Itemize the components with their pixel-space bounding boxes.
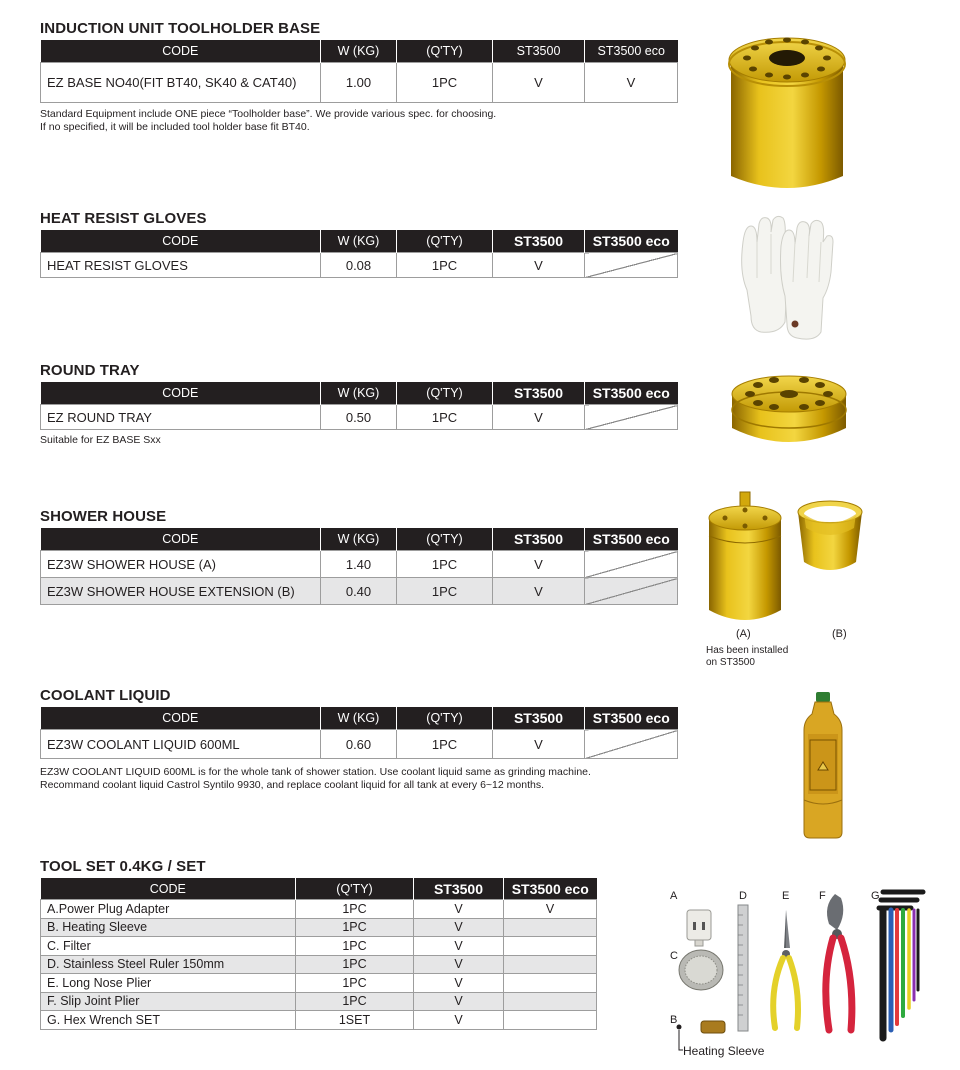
section-title-tools: TOOL SET 0.4KG / SET: [40, 858, 206, 875]
cell-qty: 1PC: [296, 974, 414, 993]
cell-weight: 0.60: [321, 730, 397, 759]
table-row: [41, 992, 597, 1011]
shower-table: [40, 528, 678, 605]
shower-house-photo: [705, 490, 785, 624]
cell-st3500eco: [504, 1011, 597, 1030]
plug-adapter-icon: [687, 910, 711, 946]
letter-e: E: [782, 890, 790, 902]
col-st3500: ST3500: [414, 878, 504, 900]
installed-line: Has been installed: [706, 645, 789, 656]
cell-weight: 1.00: [321, 63, 397, 103]
cell-st3500eco: [504, 918, 597, 937]
col-qty: (Q'TY): [296, 878, 414, 900]
note-line: If no specified, it will be included tool holder base fit BT40.: [40, 120, 310, 133]
heating-sleeve-caption: Heating Sleeve: [683, 1044, 765, 1058]
table-row: [41, 918, 597, 937]
cell-qty: 1PC: [296, 955, 414, 974]
col-weight: W (KG): [321, 230, 397, 253]
cell-st3500: V: [414, 1011, 504, 1030]
col-st3500: ST3500: [493, 707, 585, 730]
section-title-gloves: HEAT RESIST GLOVES: [40, 210, 207, 227]
letter-d: D: [739, 890, 747, 902]
col-weight: W (KG): [321, 528, 397, 551]
section-title-coolant: COOLANT LIQUID: [40, 687, 171, 704]
cell-weight: 1.40: [321, 551, 397, 578]
tray-notes: [40, 434, 161, 447]
table-row: [41, 405, 678, 430]
long-nose-plier-icon: [773, 910, 798, 1028]
cell-weight: 0.40: [321, 578, 397, 605]
gloves-photo: [735, 212, 839, 342]
col-st3500: ST3500: [493, 528, 585, 551]
cell-qty: 1PC: [397, 730, 493, 759]
note-line: Recommand coolant liquid Castrol Syntilo 9930, and replace coolant liquid for all tank at every 6~12 months.: [40, 778, 544, 791]
cell-qty: 1PC: [397, 578, 493, 605]
cell-st3500: V: [493, 730, 585, 759]
cell-st3500: V: [414, 955, 504, 974]
table-header: [41, 528, 678, 551]
heating-sleeve-icon: [677, 1021, 726, 1050]
col-st3500eco: ST3500 eco: [585, 707, 678, 730]
col-st3500: ST3500: [493, 40, 585, 63]
cell-code: B. Heating Sleeve: [41, 918, 296, 937]
table-header: [41, 878, 597, 900]
col-weight: W (KG): [321, 40, 397, 63]
cell-st3500eco: [504, 937, 597, 956]
cell-st3500eco: [504, 974, 597, 993]
cell-st3500eco-na: [585, 578, 678, 605]
tools-table: [40, 878, 597, 1030]
cell-st3500: V: [414, 974, 504, 993]
tray-table: [40, 382, 678, 430]
table-row: [41, 578, 678, 605]
table-row: [41, 551, 678, 578]
coolant-table: [40, 707, 678, 759]
col-code: CODE: [41, 230, 321, 253]
shower-extension-photo: [796, 498, 864, 574]
steel-ruler-icon: [738, 905, 748, 1031]
cell-qty: 1PC: [397, 551, 493, 578]
letter-f: F: [819, 890, 826, 902]
col-code: CODE: [41, 878, 296, 900]
cell-st3500: V: [414, 918, 504, 937]
col-qty: (Q'TY): [397, 40, 493, 63]
cell-qty: 1PC: [296, 992, 414, 1011]
cell-st3500: V: [493, 551, 585, 578]
table-row: [41, 1011, 597, 1030]
caption-a: (A): [736, 628, 751, 640]
toolholder-base-photo: [725, 30, 849, 192]
cell-qty: 1PC: [296, 937, 414, 956]
table-header: [41, 230, 678, 253]
hex-wrench-set-icon: [879, 892, 923, 1038]
caption-b: (B): [832, 628, 847, 640]
cell-code: EZ3W COOLANT LIQUID 600ML: [41, 730, 321, 759]
section-title-tray: ROUND TRAY: [40, 362, 140, 379]
col-qty: (Q'TY): [397, 707, 493, 730]
col-weight: W (KG): [321, 707, 397, 730]
note-line: Suitable for EZ BASE Sxx: [40, 434, 161, 446]
cell-st3500: V: [414, 900, 504, 919]
coolant-bottle-photo: [800, 690, 846, 840]
cell-code: EZ3W SHOWER HOUSE EXTENSION (B): [41, 578, 321, 605]
col-st3500eco: ST3500 eco: [504, 878, 597, 900]
cell-qty: 1PC: [397, 253, 493, 278]
gloves-table: [40, 230, 678, 278]
installed-note: [706, 645, 788, 669]
cell-st3500eco: V: [585, 63, 678, 103]
slip-joint-plier-icon: [826, 894, 852, 1030]
col-st3500eco: ST3500 eco: [585, 230, 678, 253]
cell-code: EZ3W SHOWER HOUSE (A): [41, 551, 321, 578]
col-qty: (Q'TY): [397, 528, 493, 551]
col-code: CODE: [41, 382, 321, 405]
table-header: [41, 707, 678, 730]
table-row: [41, 937, 597, 956]
round-tray-photo: [728, 372, 850, 450]
cell-code: C. Filter: [41, 937, 296, 956]
cell-st3500eco: [504, 955, 597, 974]
table-row: [41, 730, 678, 759]
cell-code: A.Power Plug Adapter: [41, 900, 296, 919]
cell-st3500eco: V: [504, 900, 597, 919]
note-line: EZ3W COOLANT LIQUID 600ML is for the whole tank of shower station. Use coolant liquid same as grinding machine.: [40, 766, 591, 778]
col-code: CODE: [41, 40, 321, 63]
table-header: [41, 40, 678, 63]
cell-qty: 1PC: [296, 900, 414, 919]
section-title-base: INDUCTION UNIT TOOLHOLDER BASE: [40, 20, 321, 37]
col-st3500: ST3500: [493, 382, 585, 405]
cell-st3500: V: [493, 578, 585, 605]
col-weight: W (KG): [321, 382, 397, 405]
cell-qty: 1PC: [296, 918, 414, 937]
letter-c: C: [670, 950, 678, 962]
col-st3500: ST3500: [493, 230, 585, 253]
coolant-notes: [40, 766, 591, 791]
col-qty: (Q'TY): [397, 230, 493, 253]
table-row: [41, 253, 678, 278]
letter-b: B: [670, 1014, 678, 1026]
col-code: CODE: [41, 528, 321, 551]
cell-st3500eco-na: [585, 405, 678, 430]
base-notes: [40, 108, 496, 133]
cell-weight: 0.50: [321, 405, 397, 430]
cell-st3500eco-na: [585, 551, 678, 578]
cell-code: E. Long Nose Plier: [41, 974, 296, 993]
cell-st3500: V: [414, 992, 504, 1011]
letter-g: G: [871, 890, 880, 902]
cell-st3500: V: [493, 253, 585, 278]
cell-st3500: V: [493, 405, 585, 430]
cell-weight: 0.08: [321, 253, 397, 278]
col-st3500eco: ST3500 eco: [585, 40, 678, 63]
table-row: [41, 974, 597, 993]
col-qty: (Q'TY): [397, 382, 493, 405]
cell-code: EZ ROUND TRAY: [41, 405, 321, 430]
cell-st3500eco-na: [585, 730, 678, 759]
cell-qty: 1PC: [397, 405, 493, 430]
base-table: [40, 40, 678, 103]
table-row: [41, 955, 597, 974]
table-row: [41, 900, 597, 919]
cell-code: D. Stainless Steel Ruler 150mm: [41, 955, 296, 974]
filter-icon: [679, 950, 723, 990]
tool-set-photo: [665, 880, 945, 1060]
col-code: CODE: [41, 707, 321, 730]
col-st3500eco: ST3500 eco: [585, 382, 678, 405]
cell-code: EZ BASE NO40(FIT BT40, SK40 & CAT40): [41, 63, 321, 103]
note-line: Standard Equipment include ONE piece “Toolholder base”. We provide various spec. for choosing.: [40, 108, 497, 120]
cell-code: G. Hex Wrench SET: [41, 1011, 296, 1030]
cell-st3500: V: [493, 63, 585, 103]
tool-set-drawing: [665, 880, 945, 1060]
cell-qty: 1SET: [296, 1011, 414, 1030]
letter-a: A: [670, 890, 678, 902]
cell-code: F. Slip Joint Plier: [41, 992, 296, 1011]
cell-qty: 1PC: [397, 63, 493, 103]
cell-code: HEAT RESIST GLOVES: [41, 253, 321, 278]
installed-line: on ST3500: [706, 657, 755, 668]
table-row: [41, 63, 678, 103]
table-header: [41, 382, 678, 405]
section-title-shower: SHOWER HOUSE: [40, 508, 167, 525]
cell-st3500eco: [504, 992, 597, 1011]
cell-st3500: V: [414, 937, 504, 956]
cell-st3500eco-na: [585, 253, 678, 278]
col-st3500eco: ST3500 eco: [585, 528, 678, 551]
